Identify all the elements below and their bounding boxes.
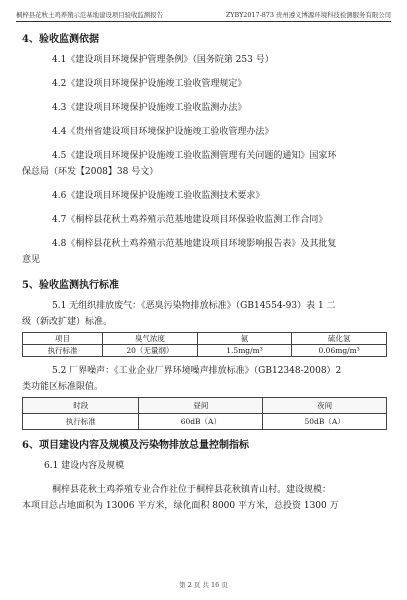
gas-standard-table [22, 332, 387, 357]
table-cell: 执行标准 [23, 345, 103, 357]
noise-standard-table [22, 397, 387, 430]
page-number: 第 2 页 共 16 页 [179, 581, 228, 589]
table-cell: 氨 [197, 333, 292, 345]
table-cell: 50dB（A） [263, 414, 387, 430]
scale-paragraph-line1: 桐梓县花秋土鸡养殖专业合作社位于桐梓县花秋镇青山村。建设规模： [52, 485, 332, 495]
basis-item-4-4: 4.4《贵州省建设项目环境保护设施竣工验收管理办法》 [52, 127, 274, 137]
table-cell: 时段 [23, 398, 139, 414]
page-header [16, 10, 391, 19]
standard-5-2-line2: 类功能区标准限值。 [22, 382, 104, 392]
basis-item-4-2: 4.2《建设项目环境保护设施竣工验收管理规定》 [52, 79, 247, 89]
table-cell: 1.5mg/m³ [197, 345, 292, 357]
basis-item-4-5-line2: 保总局（环发【2008】38 号文） [22, 167, 159, 177]
page-content [22, 26, 387, 520]
table-row [23, 345, 387, 357]
basis-item-4-8-line1: 4.8《桐梓县花秋土鸡养殖示范基地建设项目环境影响报告表》及其批复 [52, 239, 337, 249]
table-cell: 昼间 [139, 398, 263, 414]
table-cell: 项目 [23, 333, 103, 345]
table-cell: 夜间 [263, 398, 387, 414]
table-header-row [23, 398, 387, 414]
scale-paragraph-line2: 本项目总占地面积为 13006 平方米，绿化面积 8000 平方米，总投资 1300 万 [22, 501, 339, 511]
table-header-row [23, 333, 387, 345]
basis-item-4-6: 4.6《建设项目环境保护设施竣工验收监测技术要求》 [52, 191, 265, 201]
section4-title: 4、验收监测依据 [22, 34, 99, 45]
section6-subtitle: 6.1 建设内容及规模 [44, 461, 125, 471]
standard-5-2 [22, 363, 387, 395]
basis-item-4-3: 4.3《建设项目环境保护设施竣工验收监测办法》 [52, 103, 247, 113]
standard-5-2-line1: 5.2 厂界噪声：《工业企业厂界环境噪声排放标准》（GB12348-2008）2 [52, 366, 342, 376]
table-cell: 执行标准 [23, 414, 139, 430]
section6-title: 6、项目建设内容及规模及污染物排放总量控制指标 [22, 440, 249, 451]
table-cell: 硫化氢 [292, 333, 387, 345]
table-cell: 0.06mg/m³ [292, 345, 387, 357]
section5-title: 5、验收监测执行标准 [22, 280, 119, 291]
standard-5-1 [22, 298, 387, 330]
basis-item-4-8 [22, 236, 387, 268]
basis-item-4-8-line2: 意见 [22, 255, 41, 265]
table-cell: 20（无量纲） [103, 345, 198, 357]
basis-item-4-5 [22, 148, 387, 180]
header-left: 桐梓县花秋土鸡养殖示范基地建设项目验收监测报告 [16, 11, 163, 19]
basis-item-4-5-line1: 4.5《建设项目环境保护设施竣工验收监测管理有关问题的通知》国家环 [52, 151, 337, 161]
header-right: ZYBY2017-873 贵州遵义博源环境科技检测服务有限公司 [225, 11, 391, 19]
header-rule [16, 21, 391, 22]
basis-item-4-7: 4.7《桐梓县花秋土鸡养殖示范基地建设项目环保验收监测工作合同》 [52, 215, 328, 225]
basis-item-4-1: 4.1《建设项目环境保护管理条例》（国务院第 253 号） [52, 55, 274, 65]
standard-5-1-line1: 5.1 无组织排放废气：《恶臭污染物排放标准》（GB14554-93）表 1 二 [52, 301, 336, 311]
standard-5-1-line2: 级（新改扩建）标准。 [22, 317, 113, 327]
table-cell: 60dB（A） [139, 414, 263, 430]
table-row [23, 414, 387, 430]
table-cell: 臭气浓度 [103, 333, 198, 345]
